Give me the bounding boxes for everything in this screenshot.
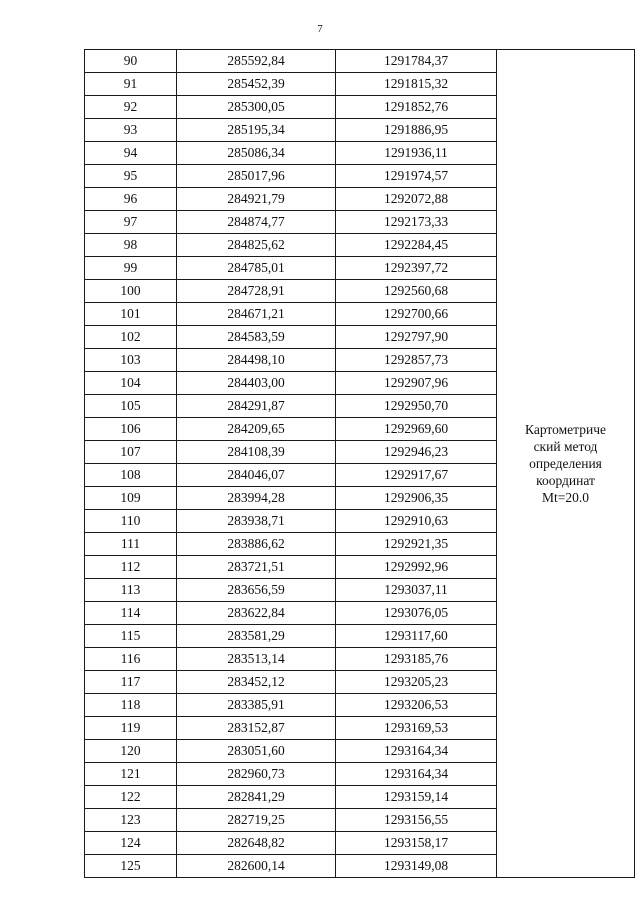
x-coordinate-cell: 283452,12 bbox=[177, 671, 336, 694]
point-number-cell: 111 bbox=[85, 533, 177, 556]
y-coordinate-cell: 1291936,11 bbox=[336, 142, 497, 165]
point-number-cell: 92 bbox=[85, 96, 177, 119]
point-number-cell: 98 bbox=[85, 234, 177, 257]
y-coordinate-cell: 1293149,08 bbox=[336, 855, 497, 878]
y-coordinate-cell: 1292906,35 bbox=[336, 487, 497, 510]
x-coordinate-cell: 285300,05 bbox=[177, 96, 336, 119]
table-row bbox=[85, 50, 635, 73]
y-coordinate-cell: 1293076,05 bbox=[336, 602, 497, 625]
y-coordinate-cell: 1293164,34 bbox=[336, 740, 497, 763]
x-coordinate-cell: 282960,73 bbox=[177, 763, 336, 786]
point-number-cell: 105 bbox=[85, 395, 177, 418]
method-note-line: определения bbox=[529, 456, 602, 471]
point-number-cell: 90 bbox=[85, 50, 177, 73]
x-coordinate-cell: 284785,01 bbox=[177, 257, 336, 280]
x-coordinate-cell: 285592,84 bbox=[177, 50, 336, 73]
point-number-cell: 106 bbox=[85, 418, 177, 441]
x-coordinate-cell: 284498,10 bbox=[177, 349, 336, 372]
x-coordinate-cell: 284046,07 bbox=[177, 464, 336, 487]
page-number: 7 bbox=[317, 23, 323, 35]
point-number-cell: 107 bbox=[85, 441, 177, 464]
y-coordinate-cell: 1292917,67 bbox=[336, 464, 497, 487]
y-coordinate-cell: 1292173,33 bbox=[336, 211, 497, 234]
y-coordinate-cell: 1293185,76 bbox=[336, 648, 497, 671]
y-coordinate-cell: 1292969,60 bbox=[336, 418, 497, 441]
x-coordinate-cell: 284921,79 bbox=[177, 188, 336, 211]
method-note-line: координат bbox=[536, 473, 595, 488]
x-coordinate-cell: 282648,82 bbox=[177, 832, 336, 855]
point-number-cell: 113 bbox=[85, 579, 177, 602]
coordinates-table-body bbox=[85, 50, 635, 878]
x-coordinate-cell: 285086,34 bbox=[177, 142, 336, 165]
x-coordinate-cell: 282600,14 bbox=[177, 855, 336, 878]
y-coordinate-cell: 1293206,53 bbox=[336, 694, 497, 717]
point-number-cell: 108 bbox=[85, 464, 177, 487]
x-coordinate-cell: 283513,14 bbox=[177, 648, 336, 671]
point-number-cell: 114 bbox=[85, 602, 177, 625]
y-coordinate-cell: 1292397,72 bbox=[336, 257, 497, 280]
x-coordinate-cell: 284403,00 bbox=[177, 372, 336, 395]
x-coordinate-cell: 283152,87 bbox=[177, 717, 336, 740]
x-coordinate-cell: 283721,51 bbox=[177, 556, 336, 579]
point-number-cell: 118 bbox=[85, 694, 177, 717]
y-coordinate-cell: 1293159,14 bbox=[336, 786, 497, 809]
x-coordinate-cell: 283581,29 bbox=[177, 625, 336, 648]
x-coordinate-cell: 284291,87 bbox=[177, 395, 336, 418]
y-coordinate-cell: 1292072,88 bbox=[336, 188, 497, 211]
x-coordinate-cell: 282841,29 bbox=[177, 786, 336, 809]
x-coordinate-cell: 284671,21 bbox=[177, 303, 336, 326]
y-coordinate-cell: 1292797,90 bbox=[336, 326, 497, 349]
point-number-cell: 94 bbox=[85, 142, 177, 165]
y-coordinate-cell: 1293156,55 bbox=[336, 809, 497, 832]
x-coordinate-cell: 283994,28 bbox=[177, 487, 336, 510]
point-number-cell: 110 bbox=[85, 510, 177, 533]
x-coordinate-cell: 283622,84 bbox=[177, 602, 336, 625]
point-number-cell: 100 bbox=[85, 280, 177, 303]
method-note-cell bbox=[497, 50, 635, 878]
x-coordinate-cell: 285452,39 bbox=[177, 73, 336, 96]
point-number-cell: 115 bbox=[85, 625, 177, 648]
coordinates-table bbox=[84, 49, 635, 878]
y-coordinate-cell: 1293169,53 bbox=[336, 717, 497, 740]
point-number-cell: 124 bbox=[85, 832, 177, 855]
x-coordinate-cell: 283656,59 bbox=[177, 579, 336, 602]
point-number-cell: 119 bbox=[85, 717, 177, 740]
point-number-cell: 103 bbox=[85, 349, 177, 372]
y-coordinate-cell: 1291784,37 bbox=[336, 50, 497, 73]
y-coordinate-cell: 1293117,60 bbox=[336, 625, 497, 648]
x-coordinate-cell: 283051,60 bbox=[177, 740, 336, 763]
point-number-cell: 99 bbox=[85, 257, 177, 280]
y-coordinate-cell: 1292992,96 bbox=[336, 556, 497, 579]
point-number-cell: 93 bbox=[85, 119, 177, 142]
point-number-cell: 122 bbox=[85, 786, 177, 809]
x-coordinate-cell: 282719,25 bbox=[177, 809, 336, 832]
y-coordinate-cell: 1293158,17 bbox=[336, 832, 497, 855]
point-number-cell: 102 bbox=[85, 326, 177, 349]
y-coordinate-cell: 1292560,68 bbox=[336, 280, 497, 303]
x-coordinate-cell: 285195,34 bbox=[177, 119, 336, 142]
x-coordinate-cell: 283886,62 bbox=[177, 533, 336, 556]
y-coordinate-cell: 1291886,95 bbox=[336, 119, 497, 142]
point-number-cell: 109 bbox=[85, 487, 177, 510]
point-number-cell: 120 bbox=[85, 740, 177, 763]
method-note-line: Картометриче bbox=[525, 422, 606, 437]
point-number-cell: 112 bbox=[85, 556, 177, 579]
x-coordinate-cell: 284209,65 bbox=[177, 418, 336, 441]
y-coordinate-cell: 1292921,35 bbox=[336, 533, 497, 556]
y-coordinate-cell: 1293205,23 bbox=[336, 671, 497, 694]
y-coordinate-cell: 1292910,63 bbox=[336, 510, 497, 533]
point-number-cell: 95 bbox=[85, 165, 177, 188]
point-number-cell: 125 bbox=[85, 855, 177, 878]
point-number-cell: 123 bbox=[85, 809, 177, 832]
x-coordinate-cell: 284728,91 bbox=[177, 280, 336, 303]
y-coordinate-cell: 1291974,57 bbox=[336, 165, 497, 188]
y-coordinate-cell: 1291852,76 bbox=[336, 96, 497, 119]
x-coordinate-cell: 284825,62 bbox=[177, 234, 336, 257]
x-coordinate-cell: 283938,71 bbox=[177, 510, 336, 533]
x-coordinate-cell: 284583,59 bbox=[177, 326, 336, 349]
point-number-cell: 104 bbox=[85, 372, 177, 395]
point-number-cell: 121 bbox=[85, 763, 177, 786]
y-coordinate-cell: 1292700,66 bbox=[336, 303, 497, 326]
point-number-cell: 91 bbox=[85, 73, 177, 96]
x-coordinate-cell: 284874,77 bbox=[177, 211, 336, 234]
y-coordinate-cell: 1291815,32 bbox=[336, 73, 497, 96]
method-note-line: Mt=20.0 bbox=[542, 490, 589, 505]
y-coordinate-cell: 1292857,73 bbox=[336, 349, 497, 372]
point-number-cell: 101 bbox=[85, 303, 177, 326]
y-coordinate-cell: 1292950,70 bbox=[336, 395, 497, 418]
y-coordinate-cell: 1292946,23 bbox=[336, 441, 497, 464]
y-coordinate-cell: 1292907,96 bbox=[336, 372, 497, 395]
point-number-cell: 116 bbox=[85, 648, 177, 671]
y-coordinate-cell: 1292284,45 bbox=[336, 234, 497, 257]
y-coordinate-cell: 1293037,11 bbox=[336, 579, 497, 602]
x-coordinate-cell: 283385,91 bbox=[177, 694, 336, 717]
method-note-line: ский метод bbox=[533, 439, 598, 454]
point-number-cell: 96 bbox=[85, 188, 177, 211]
x-coordinate-cell: 285017,96 bbox=[177, 165, 336, 188]
y-coordinate-cell: 1293164,34 bbox=[336, 763, 497, 786]
point-number-cell: 97 bbox=[85, 211, 177, 234]
x-coordinate-cell: 284108,39 bbox=[177, 441, 336, 464]
point-number-cell: 117 bbox=[85, 671, 177, 694]
